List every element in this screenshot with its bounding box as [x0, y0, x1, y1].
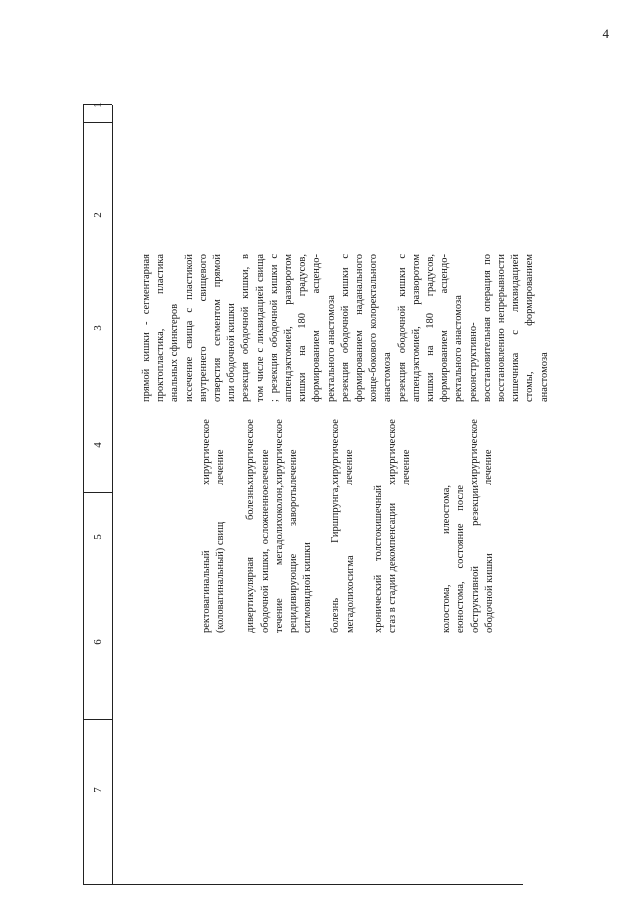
col-divider-2 — [83, 492, 112, 493]
method-column — [140, 254, 552, 402]
column-number-7: 7 — [92, 787, 104, 793]
col-divider-3 — [83, 122, 112, 123]
column-number-2: 2 — [92, 212, 104, 218]
column-number-3: 3 — [92, 325, 104, 331]
table-left-edge — [83, 884, 523, 885]
page-number: 4 — [602, 26, 609, 41]
method-0: прямой кишки - сегментарная проктопластика, пластика анальных сфинктеров — [141, 254, 181, 402]
column-number-6: 6 — [92, 639, 104, 645]
method-5: реконструктивно-восстановительная операция по восстановлению непрерывности кишечника с ликвидацией стомы, формированием анастомоза — [467, 254, 550, 402]
col-divider-1 — [83, 719, 112, 720]
treatment-3: хирургическое лечение — [330, 419, 356, 485]
diagnosis-2: дивертикулярная болезнь ободочной кишки, осложненное течение мегадолихоколон, рецидивирующие завороты сигмовидной кишки — [245, 485, 314, 633]
method-3: резекция ободочной кишки с формированием наданального конце-бокового колоректального анастомоза — [339, 254, 394, 402]
treatment-column — [172, 410, 496, 485]
method-2: резекция ободочной кишки, в том числе с ликвидацией свища ; резекция ободочной кишки с аппендэктомией, разворотом кишки на 180 градусов, формированием асцендо-ректального анастомоза — [240, 254, 337, 402]
method-4: резекция ободочной кишки с аппендэктомией, разворотом кишки на 180 градусов, формированием асцендо-ректального анастомоза — [396, 254, 465, 402]
diagnosis-4: хронический толстокишечный стаз в стадии декомпенсации — [372, 485, 399, 633]
diagnosis-column — [172, 485, 497, 633]
treatment-5: хирургическое лечение — [469, 419, 495, 485]
column-number-4: 4 — [92, 442, 104, 448]
diagnosis-3: болезнь Гиршпрунга, мегадолихосигма — [330, 485, 356, 633]
treatment-2: хирургическое лечение хирургическое лечение — [245, 419, 300, 485]
header-top-line — [83, 105, 84, 885]
diagnosis-1: ректовагинальный (коловагинальный) свищ — [201, 521, 227, 633]
column-number-1: 1 — [92, 102, 104, 108]
header-bottom-line — [112, 105, 113, 885]
method-1: иссечение свища с пластикой внутреннего свищевого отверстия сегментом прямой или ободочной кишки — [183, 254, 238, 402]
treatment-4: хирургическое лечение — [386, 419, 412, 485]
column-number-5: 5 — [92, 534, 104, 540]
diagnosis-5: колостома, илеостома, еюностома, состояние после обструктивной резекции ободочной кишки — [441, 485, 495, 633]
treatment-1: хирургическое лечение — [201, 419, 227, 485]
